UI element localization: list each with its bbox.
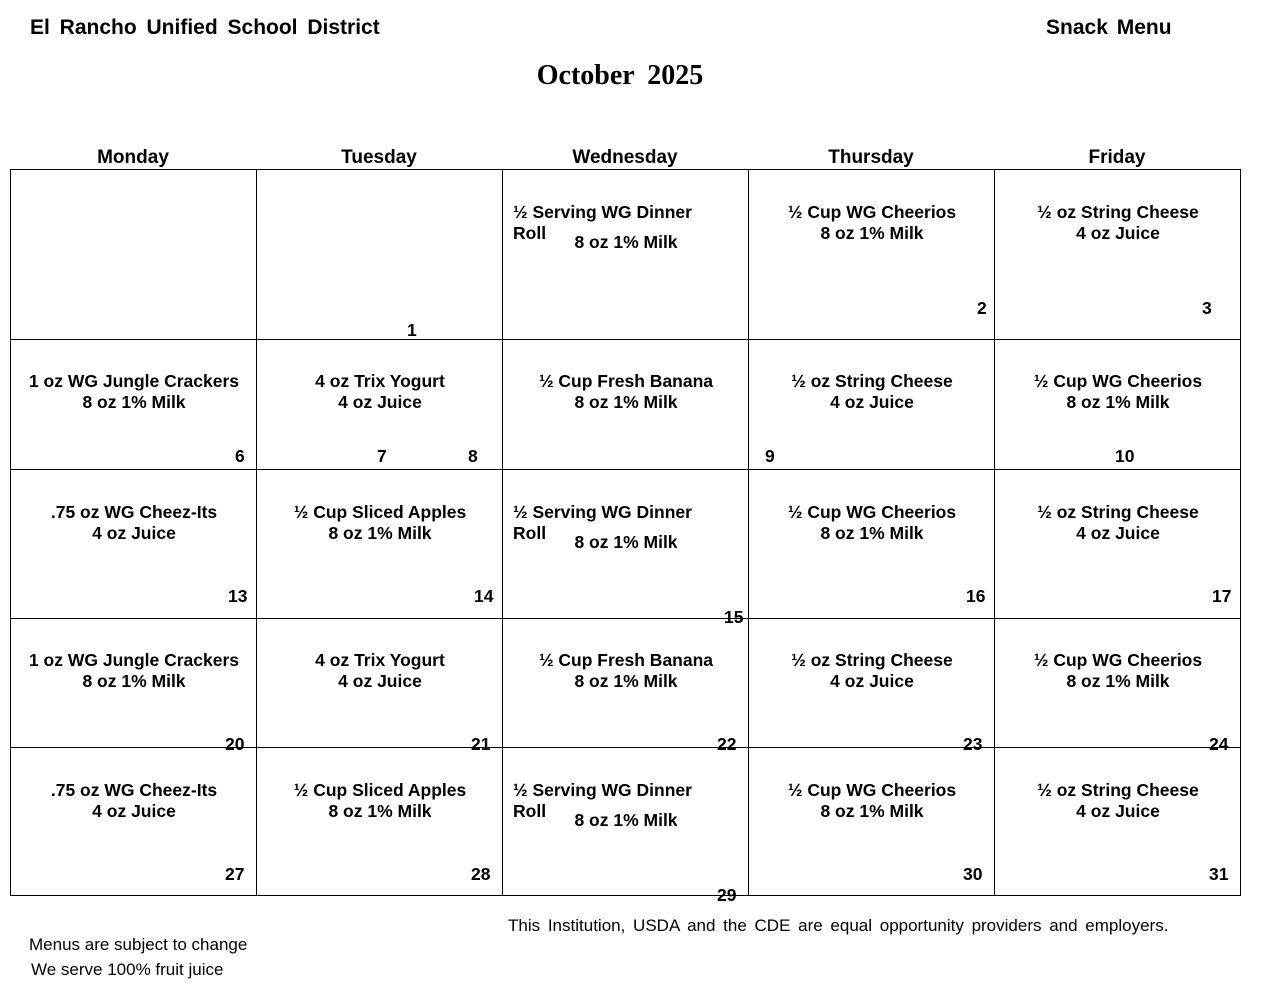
menu-item: ½ oz String Cheese	[791, 371, 953, 391]
menu-item: ½ Serving WG Dinner	[513, 202, 692, 222]
weekday-header-thursday: Thursday	[828, 147, 914, 168]
calendar-cell	[503, 170, 749, 340]
menu-item: ½ Cup WG Cheerios	[787, 502, 957, 522]
menu-item: Roll	[513, 223, 547, 243]
date-number: 20	[225, 734, 245, 754]
calendar-cell	[257, 170, 503, 340]
menu-item: 4 oz Juice	[830, 671, 914, 691]
menu-item: 8 oz 1% Milk	[820, 523, 924, 543]
menu-item: ½ Cup Fresh Banana	[538, 650, 714, 670]
date-number: 2	[977, 298, 987, 318]
calendar-cell	[257, 470, 503, 619]
menu-item: 4 oz Juice	[1076, 523, 1160, 543]
calendar-cell	[11, 748, 257, 896]
menu-item: 4 oz Juice	[92, 801, 176, 821]
menu-item: ½ Cup WG Cheerios	[787, 780, 957, 800]
menu-item: 4 oz Trix Yogurt	[315, 650, 445, 670]
date-number: 31	[1209, 864, 1229, 884]
equal-opportunity-statement: This Institution, USDA and the CDE are equal opportunity providers and employers.	[508, 916, 1169, 935]
calendar-cell	[503, 748, 749, 905]
calendar-cell	[995, 470, 1241, 619]
weekday-header-monday: Monday	[97, 147, 169, 168]
calendar-cell	[749, 748, 995, 896]
menu-item: Roll	[513, 801, 547, 821]
date-number: 22	[717, 734, 737, 754]
menu-item: ½ Cup WG Cheerios	[1033, 371, 1203, 391]
menu-item: ½ oz String Cheese	[791, 650, 953, 670]
calendar-cell	[749, 619, 995, 754]
menu-item: ½ oz String Cheese	[1037, 202, 1199, 222]
menu-item: ½ oz String Cheese	[1037, 502, 1199, 522]
calendar-cell	[503, 340, 749, 470]
date-number: 24	[1209, 734, 1229, 754]
date-number: 30	[963, 864, 983, 884]
menu-item: 8 oz 1% Milk	[820, 223, 924, 243]
menu-item: 8 oz 1% Milk	[1066, 392, 1170, 412]
weekday-header-friday: Friday	[1088, 147, 1146, 168]
calendar-cell	[11, 619, 257, 754]
date-number: 10	[1115, 446, 1135, 466]
menu-item: 8 oz 1% Milk	[82, 392, 186, 412]
weekday-header-tuesday: Tuesday	[341, 147, 417, 168]
menu-item: 4 oz Trix Yogurt	[315, 371, 445, 391]
menu-item: 4 oz Juice	[1076, 801, 1160, 821]
calendar-cell	[995, 619, 1241, 754]
calendar-cell	[503, 470, 749, 627]
weekday-header-wednesday: Wednesday	[572, 147, 678, 168]
calendar-cell	[257, 619, 503, 754]
menu-item: .75 oz WG Cheez-Its	[50, 780, 218, 800]
calendar-cell	[749, 470, 995, 619]
date-number: 6	[235, 446, 245, 466]
menu-item: 8 oz 1% Milk	[574, 671, 678, 691]
date-number: 16	[966, 586, 986, 606]
date-number: 29	[717, 885, 737, 905]
menu-item: .75 oz WG Cheez-Its	[50, 502, 218, 522]
date-number: 9	[765, 446, 775, 466]
menu-item: 4 oz Juice	[830, 392, 914, 412]
calendar-cell	[11, 470, 257, 619]
menu-item: ½ Cup Sliced Apples	[293, 780, 467, 800]
menu-type: Snack Menu	[1046, 16, 1172, 39]
calendar-cell	[11, 340, 257, 470]
menu-item: 1 oz WG Jungle Crackers	[28, 650, 240, 670]
calendar-cell	[749, 340, 995, 470]
fruit-juice-note: We serve 100% fruit juice	[31, 960, 224, 979]
district-name: El Rancho Unified School District	[30, 16, 380, 39]
date-number: 28	[471, 864, 491, 884]
menu-item: 4 oz Juice	[338, 671, 422, 691]
menu-item: 4 oz Juice	[1076, 223, 1160, 243]
menu-item: ½ Serving WG Dinner	[513, 780, 692, 800]
menu-item: 8 oz 1% Milk	[574, 532, 678, 552]
menu-item: 8 oz 1% Milk	[82, 671, 186, 691]
date-number: 1	[407, 320, 417, 340]
menu-item: ½ Cup WG Cheerios	[787, 202, 957, 222]
date-number: 15	[724, 607, 744, 627]
date-number: 14	[474, 586, 494, 606]
calendar-grid	[10, 169, 1241, 905]
calendar-cell	[257, 340, 503, 470]
menu-item: 8 oz 1% Milk	[574, 232, 678, 252]
menu-item: ½ Cup WG Cheerios	[1033, 650, 1203, 670]
menu-item: ½ Cup Fresh Banana	[538, 371, 714, 391]
calendar-cell	[749, 170, 995, 340]
menu-item: 8 oz 1% Milk	[574, 392, 678, 412]
menu-item: 4 oz Juice	[92, 523, 176, 543]
calendar-cell	[11, 170, 257, 340]
calendar-cell	[503, 619, 749, 754]
date-number: 17	[1212, 586, 1232, 606]
menu-item: ½ Cup Sliced Apples	[293, 502, 467, 522]
date-number: 21	[471, 734, 491, 754]
menu-item: 1 oz WG Jungle Crackers	[28, 371, 240, 391]
date-number: 23	[963, 734, 983, 754]
date-number: 7	[377, 446, 387, 466]
date-number: 13	[228, 586, 248, 606]
calendar-cell	[995, 748, 1241, 896]
menu-item: ½ oz String Cheese	[1037, 780, 1199, 800]
menu-item: ½ Serving WG Dinner	[513, 502, 692, 522]
menu-item: 8 oz 1% Milk	[1066, 671, 1170, 691]
menu-item: 8 oz 1% Milk	[820, 801, 924, 821]
menu-item: 8 oz 1% Milk	[574, 810, 678, 830]
month-title: October 2025	[536, 60, 704, 91]
calendar-cell	[995, 170, 1241, 340]
date-number: 3	[1202, 298, 1212, 318]
menu-change-note: Menus are subject to change	[29, 935, 248, 954]
date-number: 8	[468, 446, 478, 466]
date-number: 27	[225, 864, 245, 884]
calendar-cell	[257, 748, 503, 896]
menu-item: Roll	[513, 523, 547, 543]
menu-item: 8 oz 1% Milk	[328, 801, 432, 821]
menu-item: 8 oz 1% Milk	[328, 523, 432, 543]
menu-item: 4 oz Juice	[338, 392, 422, 412]
calendar-cell	[995, 340, 1241, 470]
